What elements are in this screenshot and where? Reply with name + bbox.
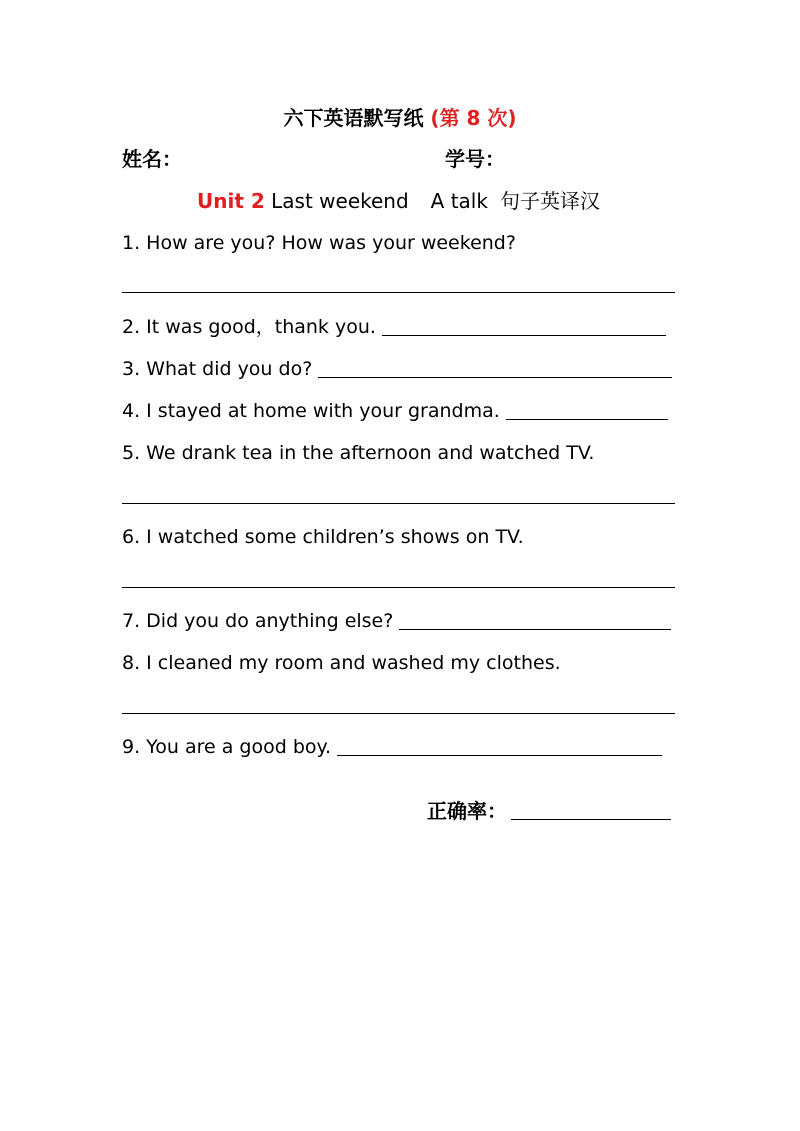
unit-section: A talk [430,189,488,213]
question-text: 2. It was good，thank you. [122,316,376,338]
question-text: 8. I cleaned my room and washed my clothes. [122,652,561,674]
question-7 [122,608,671,634]
question-4 [122,398,668,424]
worksheet-title [0,104,800,132]
question-text: 1. How are you? How was your weekend? [122,232,516,254]
question-5 [122,440,594,466]
accuracy-label: 正确率： [427,799,507,823]
student-id-label: 学号： [445,147,505,171]
accuracy-blank[interactable] [511,799,671,820]
unit-subtitle [197,187,600,215]
question-8 [122,650,561,676]
question-2 [122,314,666,340]
answer-line-1[interactable] [122,292,675,293]
question-1 [122,230,516,256]
question-text: 4. I stayed at home with your grandma. [122,400,500,422]
question-6 [122,524,524,550]
question-text: 3. What did you do? [122,358,313,380]
accuracy-row [427,797,671,825]
question-text: 5. We drank tea in the afternoon and watched TV. [122,442,595,464]
answer-line-6[interactable] [122,587,675,588]
question-3 [122,356,672,382]
unit-topic: Last weekend [271,189,409,213]
title-main: 六下英语默写纸 [283,106,424,130]
answer-line-4[interactable] [506,399,668,420]
answer-line-3[interactable] [318,357,672,378]
title-count: (第 8 次) [430,106,517,130]
question-text: 6. I watched some children’s shows on TV. [122,526,524,548]
question-9 [122,734,662,760]
answer-line-9[interactable] [337,735,662,756]
question-text: 9. You are a good boy. [122,736,332,758]
answer-line-8[interactable] [122,713,675,714]
answer-line-5[interactable] [122,503,675,504]
unit-task: 句子英译汉 [499,189,600,213]
unit-number: Unit 2 [197,189,265,213]
name-label: 姓名： [122,147,182,171]
answer-line-2[interactable] [382,315,666,336]
answer-line-7[interactable] [399,609,671,630]
question-text: 7. Did you do anything else? [122,610,394,632]
